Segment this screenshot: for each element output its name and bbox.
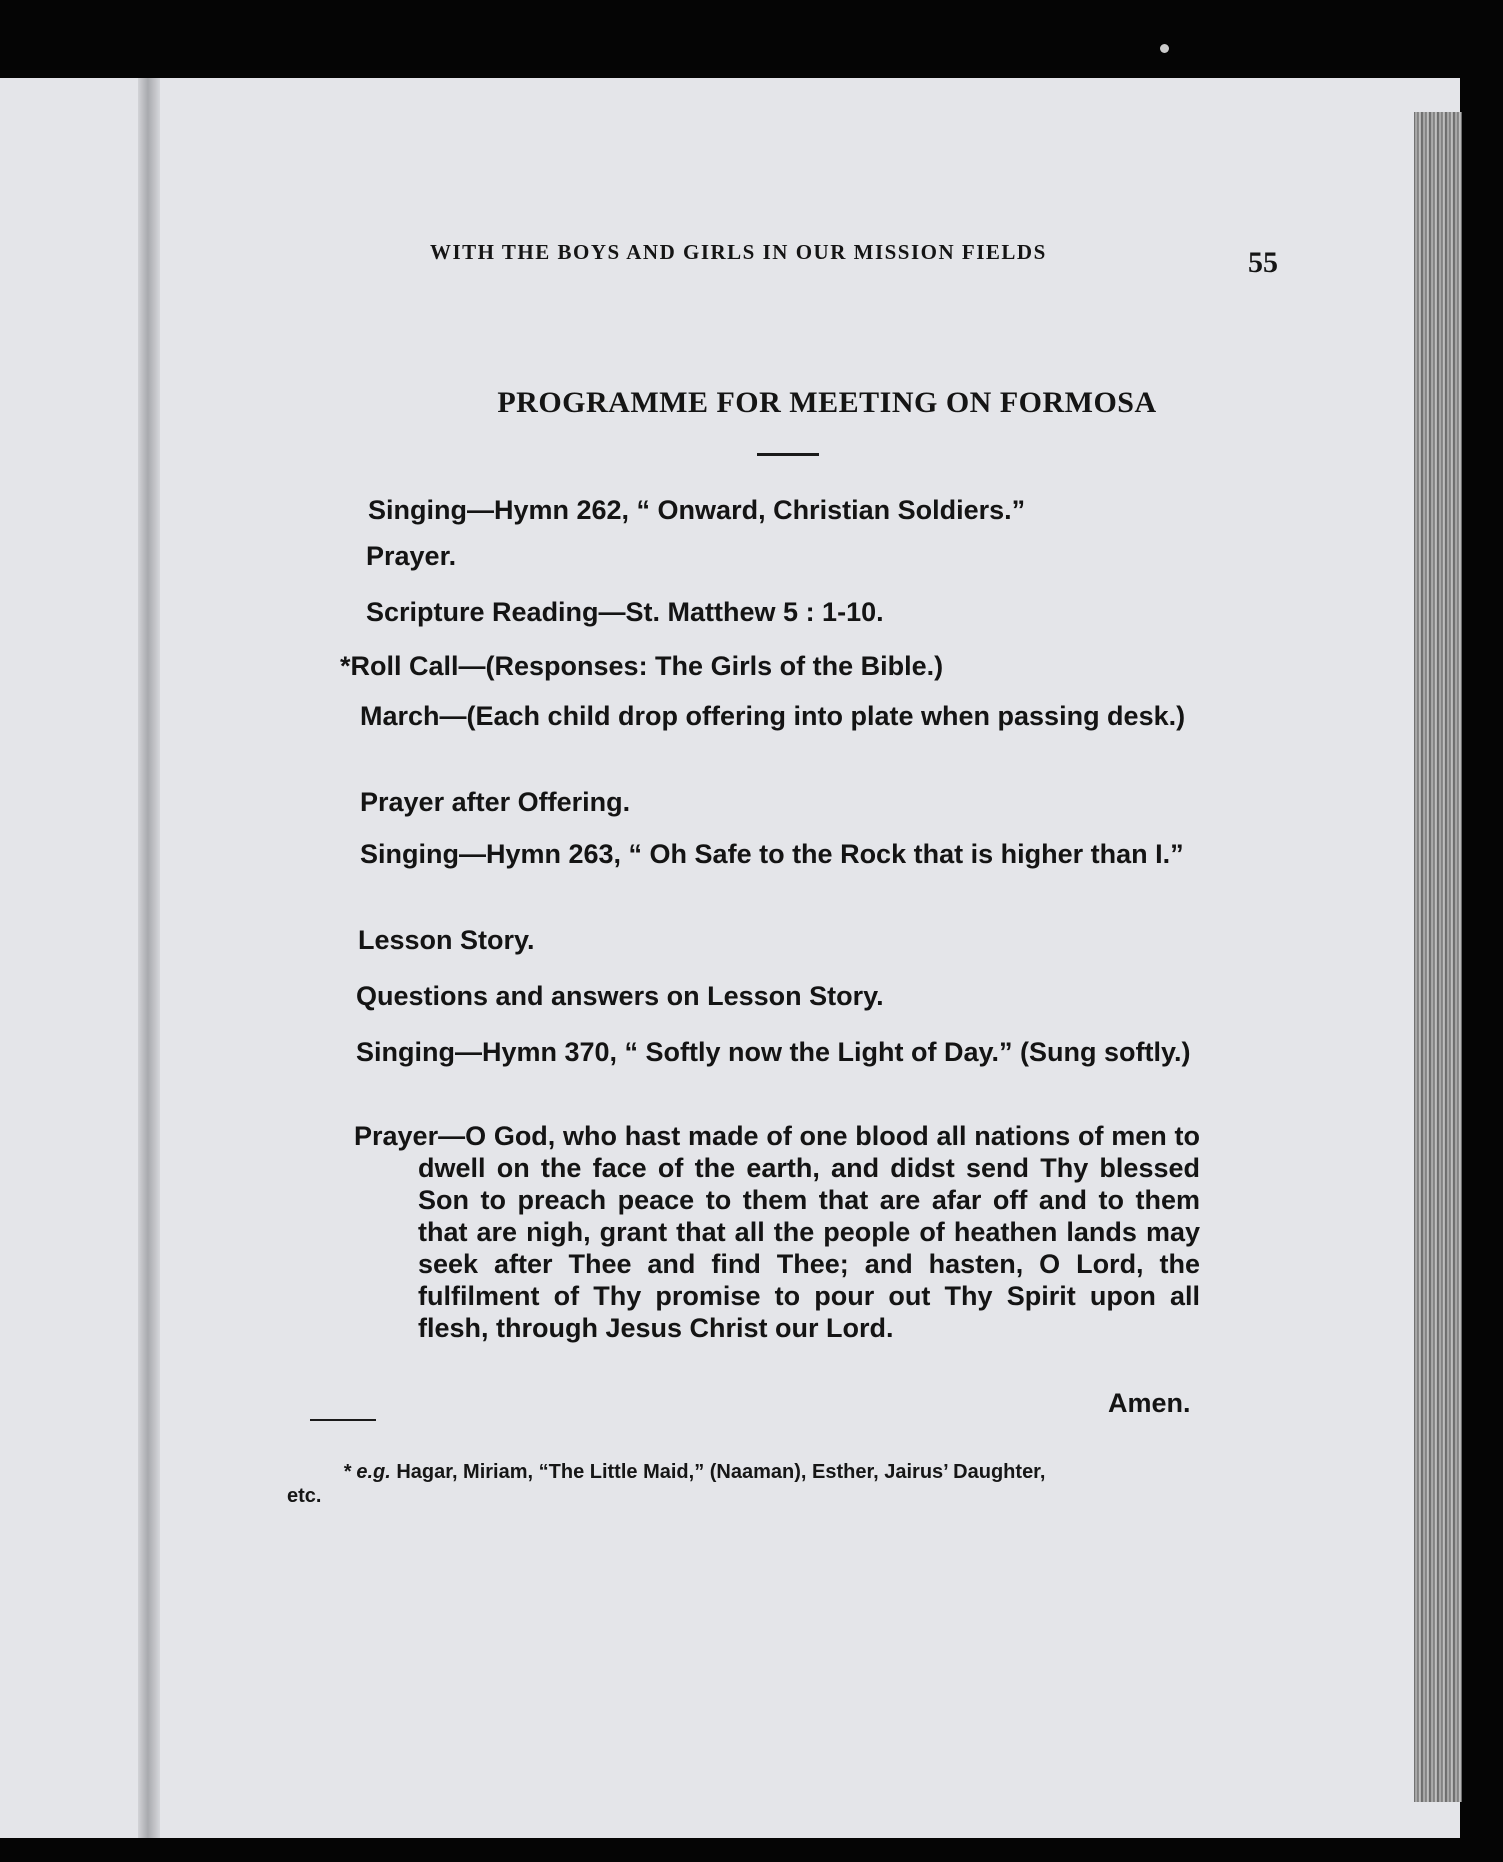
programme-item-text: Singing—Hymn 262, “ Onward, Christian Soldiers.” [368,495,1026,525]
footnote [287,1458,1267,1507]
programme-item-text: Scripture Reading—St. Matthew 5 : 1-10. [366,597,884,627]
programme-item [356,980,1206,1012]
programme-item-text: Singing—Hymn 370, “ Softly now the Light of Day.” (Sung softly.) [356,1037,1191,1067]
page-edge-stack [1414,112,1462,1802]
page-title: PROGRAMME FOR MEETING ON FORMOSA [497,386,1157,419]
footnote-rule [310,1419,376,1421]
programme-item-text: Questions and answers on Lesson Story. [356,981,884,1011]
scan-speck [1160,44,1169,53]
page-gutter [138,78,160,1838]
amen: Amen. [1108,1388,1191,1418]
book-page [0,78,1460,1838]
programme-item [366,540,1216,572]
footnote-text: Hagar, Miriam, “The Little Maid,” (Naaman), Esther, Jairus’ Daughter, [396,1461,1046,1483]
programme-item [340,650,1190,682]
programme-item [356,1036,1202,1068]
programme-item [358,924,1208,956]
page-number: 55 [1248,246,1278,279]
programme-item-text: March—(Each child drop offering into plate when passing desk.) [360,701,1186,731]
programme-item-text: Singing—Hymn 263, “ Oh Safe to the Rock that is higher than I.” [360,839,1184,869]
footnote-marker: * e.g. [343,1461,391,1483]
footnote-continuation: etc. [287,1485,322,1507]
programme-item-text: *Roll Call—(Responses: The Girls of the Bible.) [340,651,944,681]
programme-item [360,838,1208,870]
programme-item [366,596,1216,628]
programme-item [360,786,1210,818]
programme-item [360,700,1208,732]
closing-prayer [354,1120,1200,1344]
closing-prayer-text: Prayer—O God, who hast made of one blood all nations of men to dwell on the face of the earth, and didst send Thy blessed Son to preach peace to them that are afar off and to them that are nigh, grant that all the people of heathen lands may seek after Thee and find Thee; and hasten, O Lord, the fulfilment of Thy promise to pour out Thy Spirit upon all flesh, through Jesus Christ our Lord. [354,1121,1200,1343]
footnote-line [287,1458,1267,1486]
programme-item-text: Prayer. [366,541,457,571]
programme-item [368,494,1218,526]
programme-item-text: Prayer after Offering. [360,787,631,817]
programme-item-text: Lesson Story. [358,925,535,955]
title-rule [757,453,819,456]
running-head: WITH THE BOYS AND GIRLS IN OUR MISSION FIELDS [430,240,1047,264]
